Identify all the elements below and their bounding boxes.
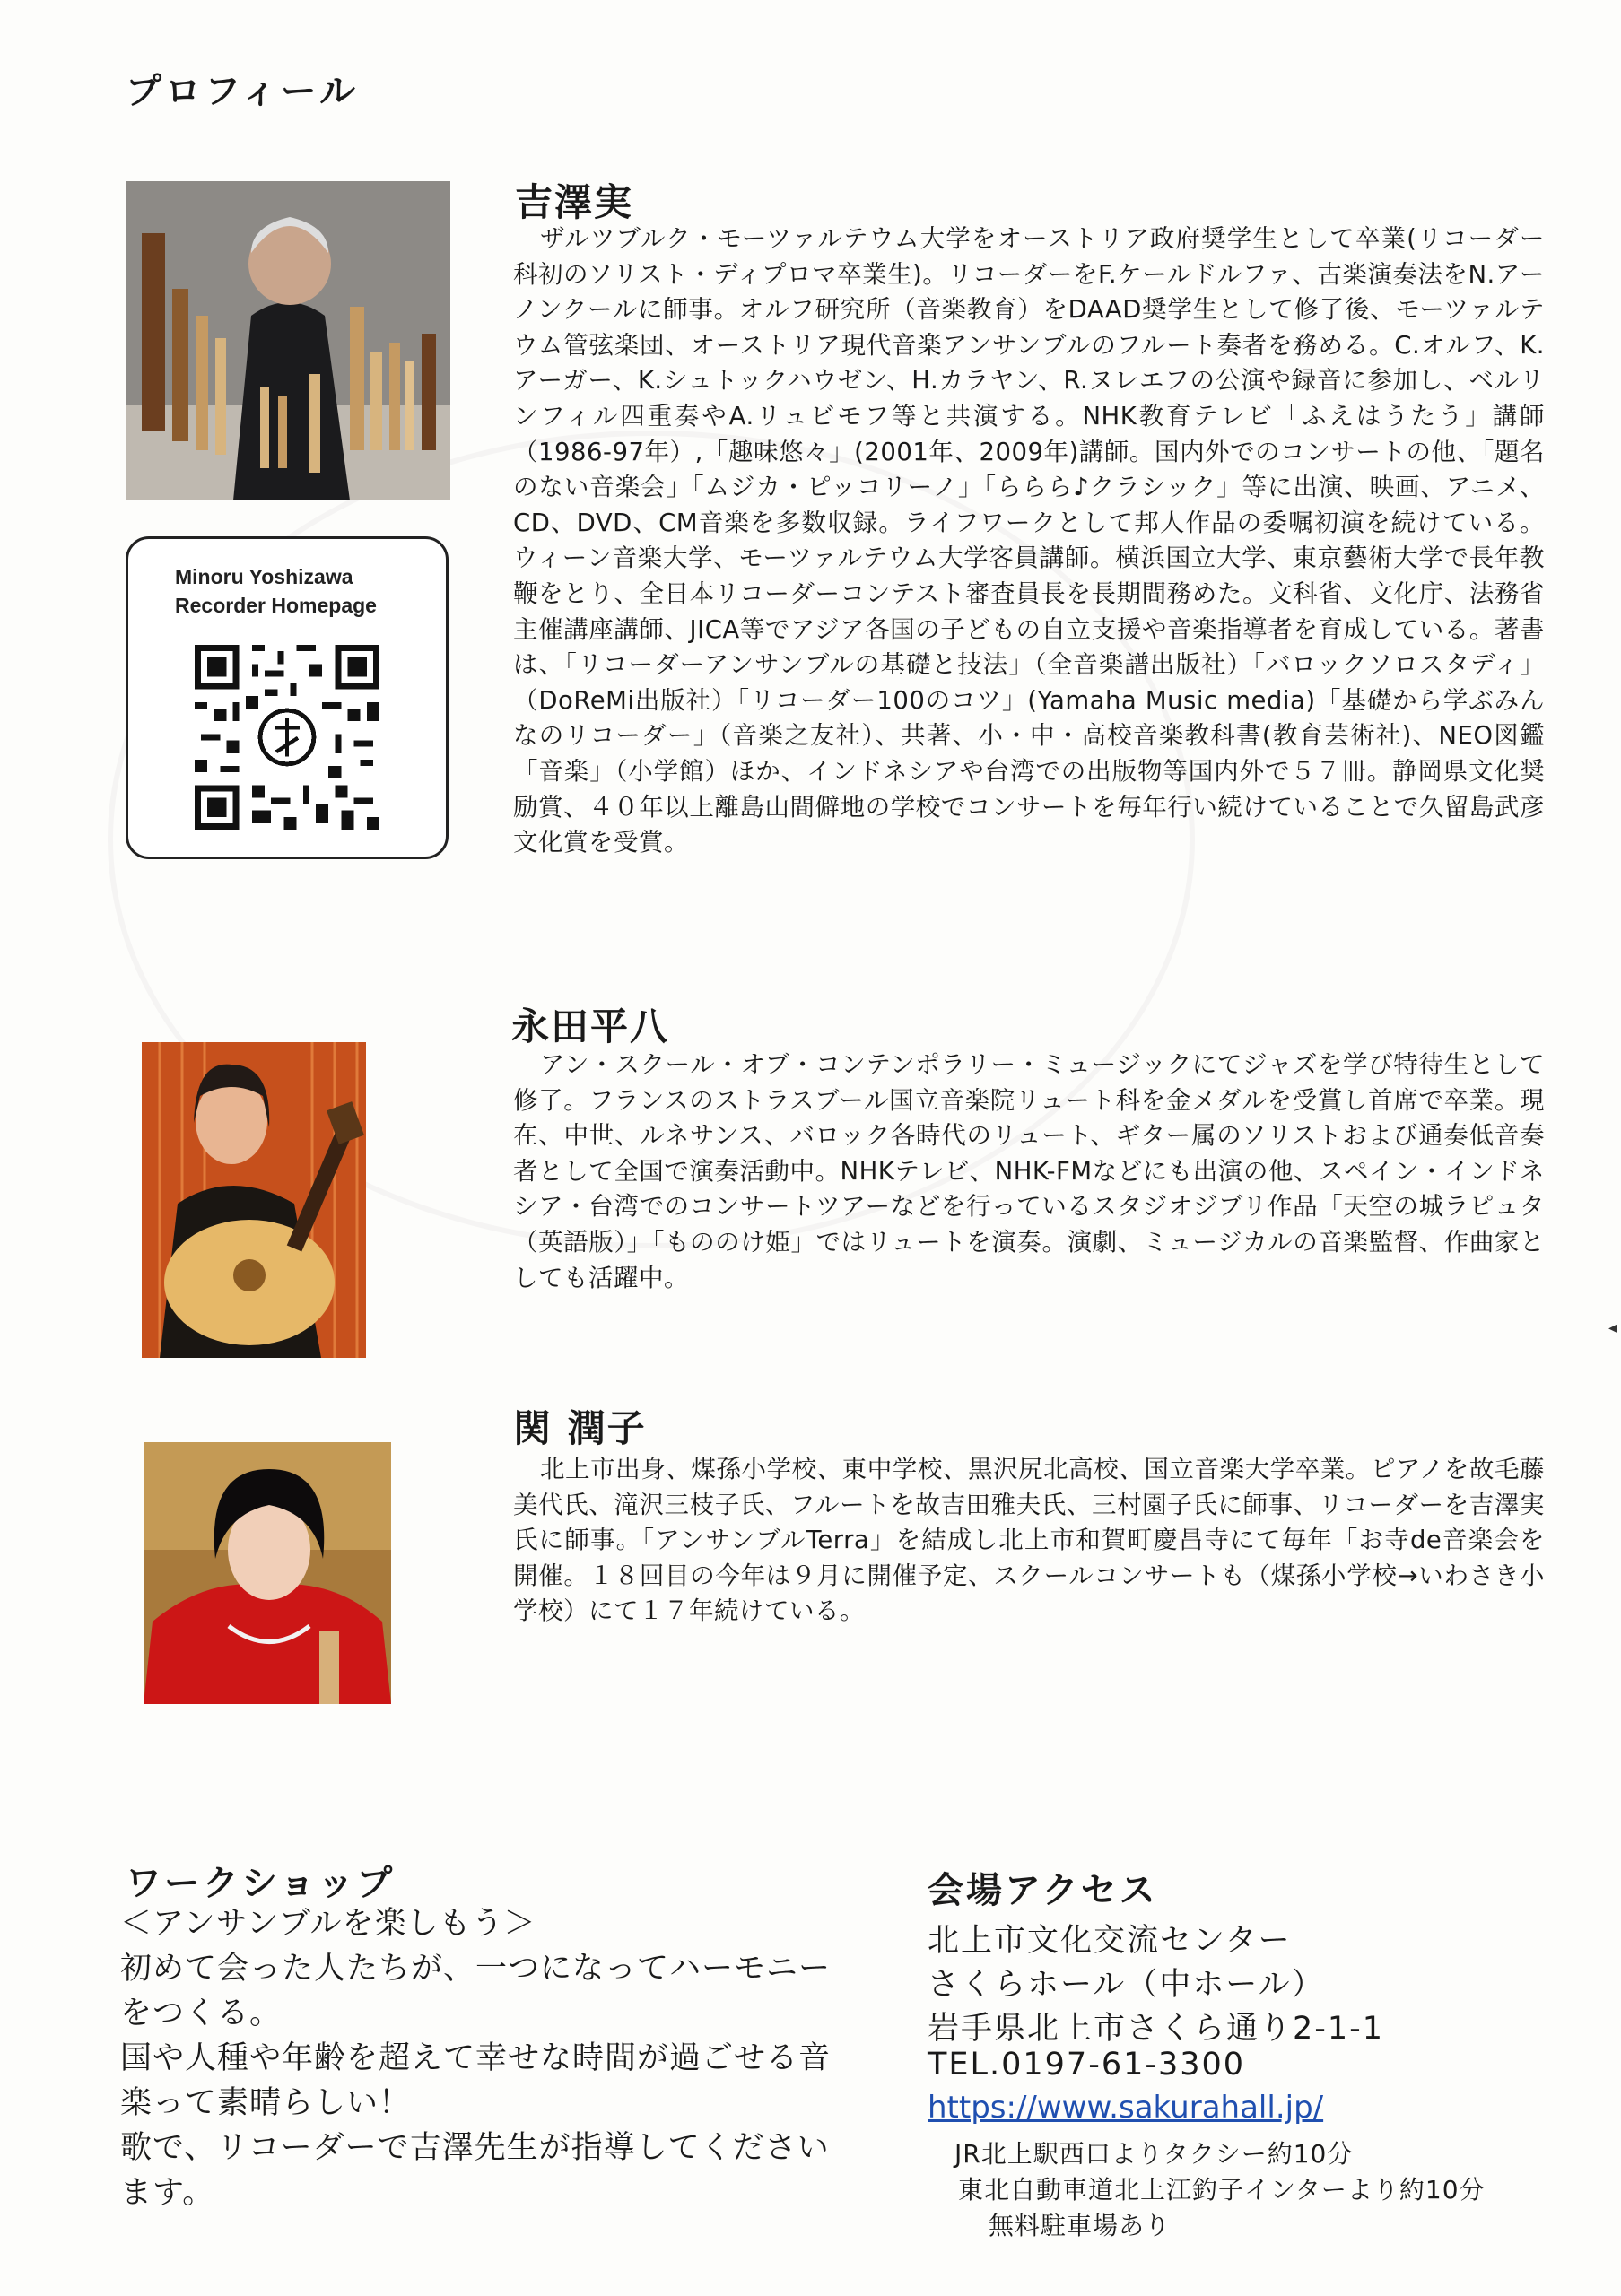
qr-code[interactable] [195,645,379,830]
profile-heading: プロフィール [126,71,359,112]
qr-caption [175,562,377,620]
seki-name: 関 潤子 [513,1406,647,1450]
access-note-taxi: JR北上駅西口よりタクシー約10分 [954,2139,1354,2169]
hall-name: さくらホール（中ホール） [928,1967,1325,2003]
access-note-highway: 東北自動車道北上江釣子インターより約10分 [958,2175,1486,2205]
workshop-subtitle: ＜アンサンブルを楽しもう＞ [120,1906,536,1942]
venue-website-link[interactable]: https://www.sakurahall.jp/ [928,2090,1324,2126]
venue-address: 岩手県北上市さくら通り2-1-1 [928,2011,1385,2047]
seki-bio: 北上市出身、煤孫小学校、東中学校、黒沢尻北高校、国立音楽大学卒業。ピアノを故毛藤美代氏、滝沢三枝子氏、フルートを故吉田雅夫氏、三村園子氏に師事、リコーダーを吉澤実氏に師事。「アンサンブルTerra」を結成し北上市和賀町慶昌寺にて毎年「お寺de音楽会を開催。１８回目の今年は９月に開催予定、スクールコンサートも（煤孫小学校→いわさき小学校）にて１７年続けている。 [513,1455,1545,1626]
nagata-bio: アン・スクール・オブ・コンテンポラリー・ミュージックにてジャズを学び特待生として修了。フランスのストラスブール国立音楽院リュート科を金メダルを受賞し首席で卒業。現在、中世、ルネサンス、バロック各時代のリュート、ギター属のソリストおよび通奏低音奏者として全国で演奏活動中。NHKテレビ、NHK-FMなどにも出演の他、スペイン・インドネシア・台湾でのコンサートツアーなどを行っているスタジオジブリ作品「天空の城ラピュタ（英語版）」「もののけ姫」ではリュートを演奏。演劇、ミュージカルの音楽監督、作曲家としても活躍中。 [513,1050,1545,1292]
workshop-line: 国や人種や年齢を超えて幸せな時間が過ごせる音楽って素晴らしい！ [120,2040,832,2121]
yoshizawa-bio: ザルツブルク・モーツァルテウム大学をオーストリア政府奨学生として卒業(リコーダー科初のソリスト・ディプロマ卒業生)。リコーダーをF.ケールドルファ、古楽演奏法をN.アーノンクールに師事。オルフ研究所（音楽教育）をDAAD奨学生として修了後、モーツァルテウム管弦楽団、オーストリア現代音楽アンサンブルのフルート奏者を務める。C.オルフ、K.アーガー、K.シュトックハウゼン、H.カラヤン、R.ヌレエフの公演や録音に参加し、ベルリンフィル四重奏やA.リュビモフ等と共演する。NHK教育テレビ「ふえはうたう」講師（1986-97年）,「趣味悠々」(2001年、2009年)講師。国内外でのコンサートの他、「題名のない音楽会」「ムジカ・ピッコリーノ」「ららら♪クラシック」等に出演、映画、アニメ、CD、DVD、CM音楽を多数収録。ライフワークとして邦人作品の委嘱初演を続けている。ウィーン音楽大学、モーツァルテウム大学客員講師。横浜国立大学、東京藝術大学で長年教鞭をとり、全日本リコーダーコンテスト審査員長を長期間務めた。文科省、文化庁、法務省主催講座講師、JICA等でアジア各国の子どもの自立支援や音楽指導者を育成している。著書は、「リコーダーアンサンブルの基礎と技法」（全音楽譜出版社）「バロックソロスタディ」（DoReMi出版社）「リコーダー100のコツ」(Yamaha Music media)「基礎から学ぶみんなのリコーダー」（音楽之友社）、共著、小・中・高校音楽教科書(教育芸術社)、NEO図鑑「音楽」（小学館）ほか、インドネシアや台湾での出版物等国内外で５７冊。静岡県文化奨励賞、４０年以上離島山間僻地の学校でコンサートを毎年行い続けていることで久留島武彦文化賞を受賞。 [513,224,1545,857]
venue-name: 北上市文化交流センター [928,1923,1292,1959]
seki-photo [144,1442,391,1704]
qr-caption-line1: Minoru Yoshizawa [175,565,353,588]
workshop-line: 初めて会った人たちが、一つになってハーモニーをつくる。 [120,1951,832,2031]
workshop-heading: ワークショップ [126,1863,396,1904]
edge-mark: ◂ [1608,1318,1617,1337]
yoshizawa-photo [126,181,450,500]
yoshizawa-name: 吉澤実 [515,180,634,224]
nagata-photo [142,1042,366,1358]
venue-tel: TEL.0197-61-3300 [928,2047,1246,2083]
workshop-body [120,1901,847,2215]
access-heading: 会場アクセス [928,1870,1158,1911]
qr-caption-line2: Recorder Homepage [175,594,377,617]
access-note-parking: 無料駐車場あり [989,2211,1172,2240]
workshop-line: 歌で、リコーダーで吉澤先生が指導してくださいます。 [120,2130,830,2211]
nagata-name: 永田平八 [511,1004,670,1048]
homepage-qr-card[interactable] [126,536,449,859]
